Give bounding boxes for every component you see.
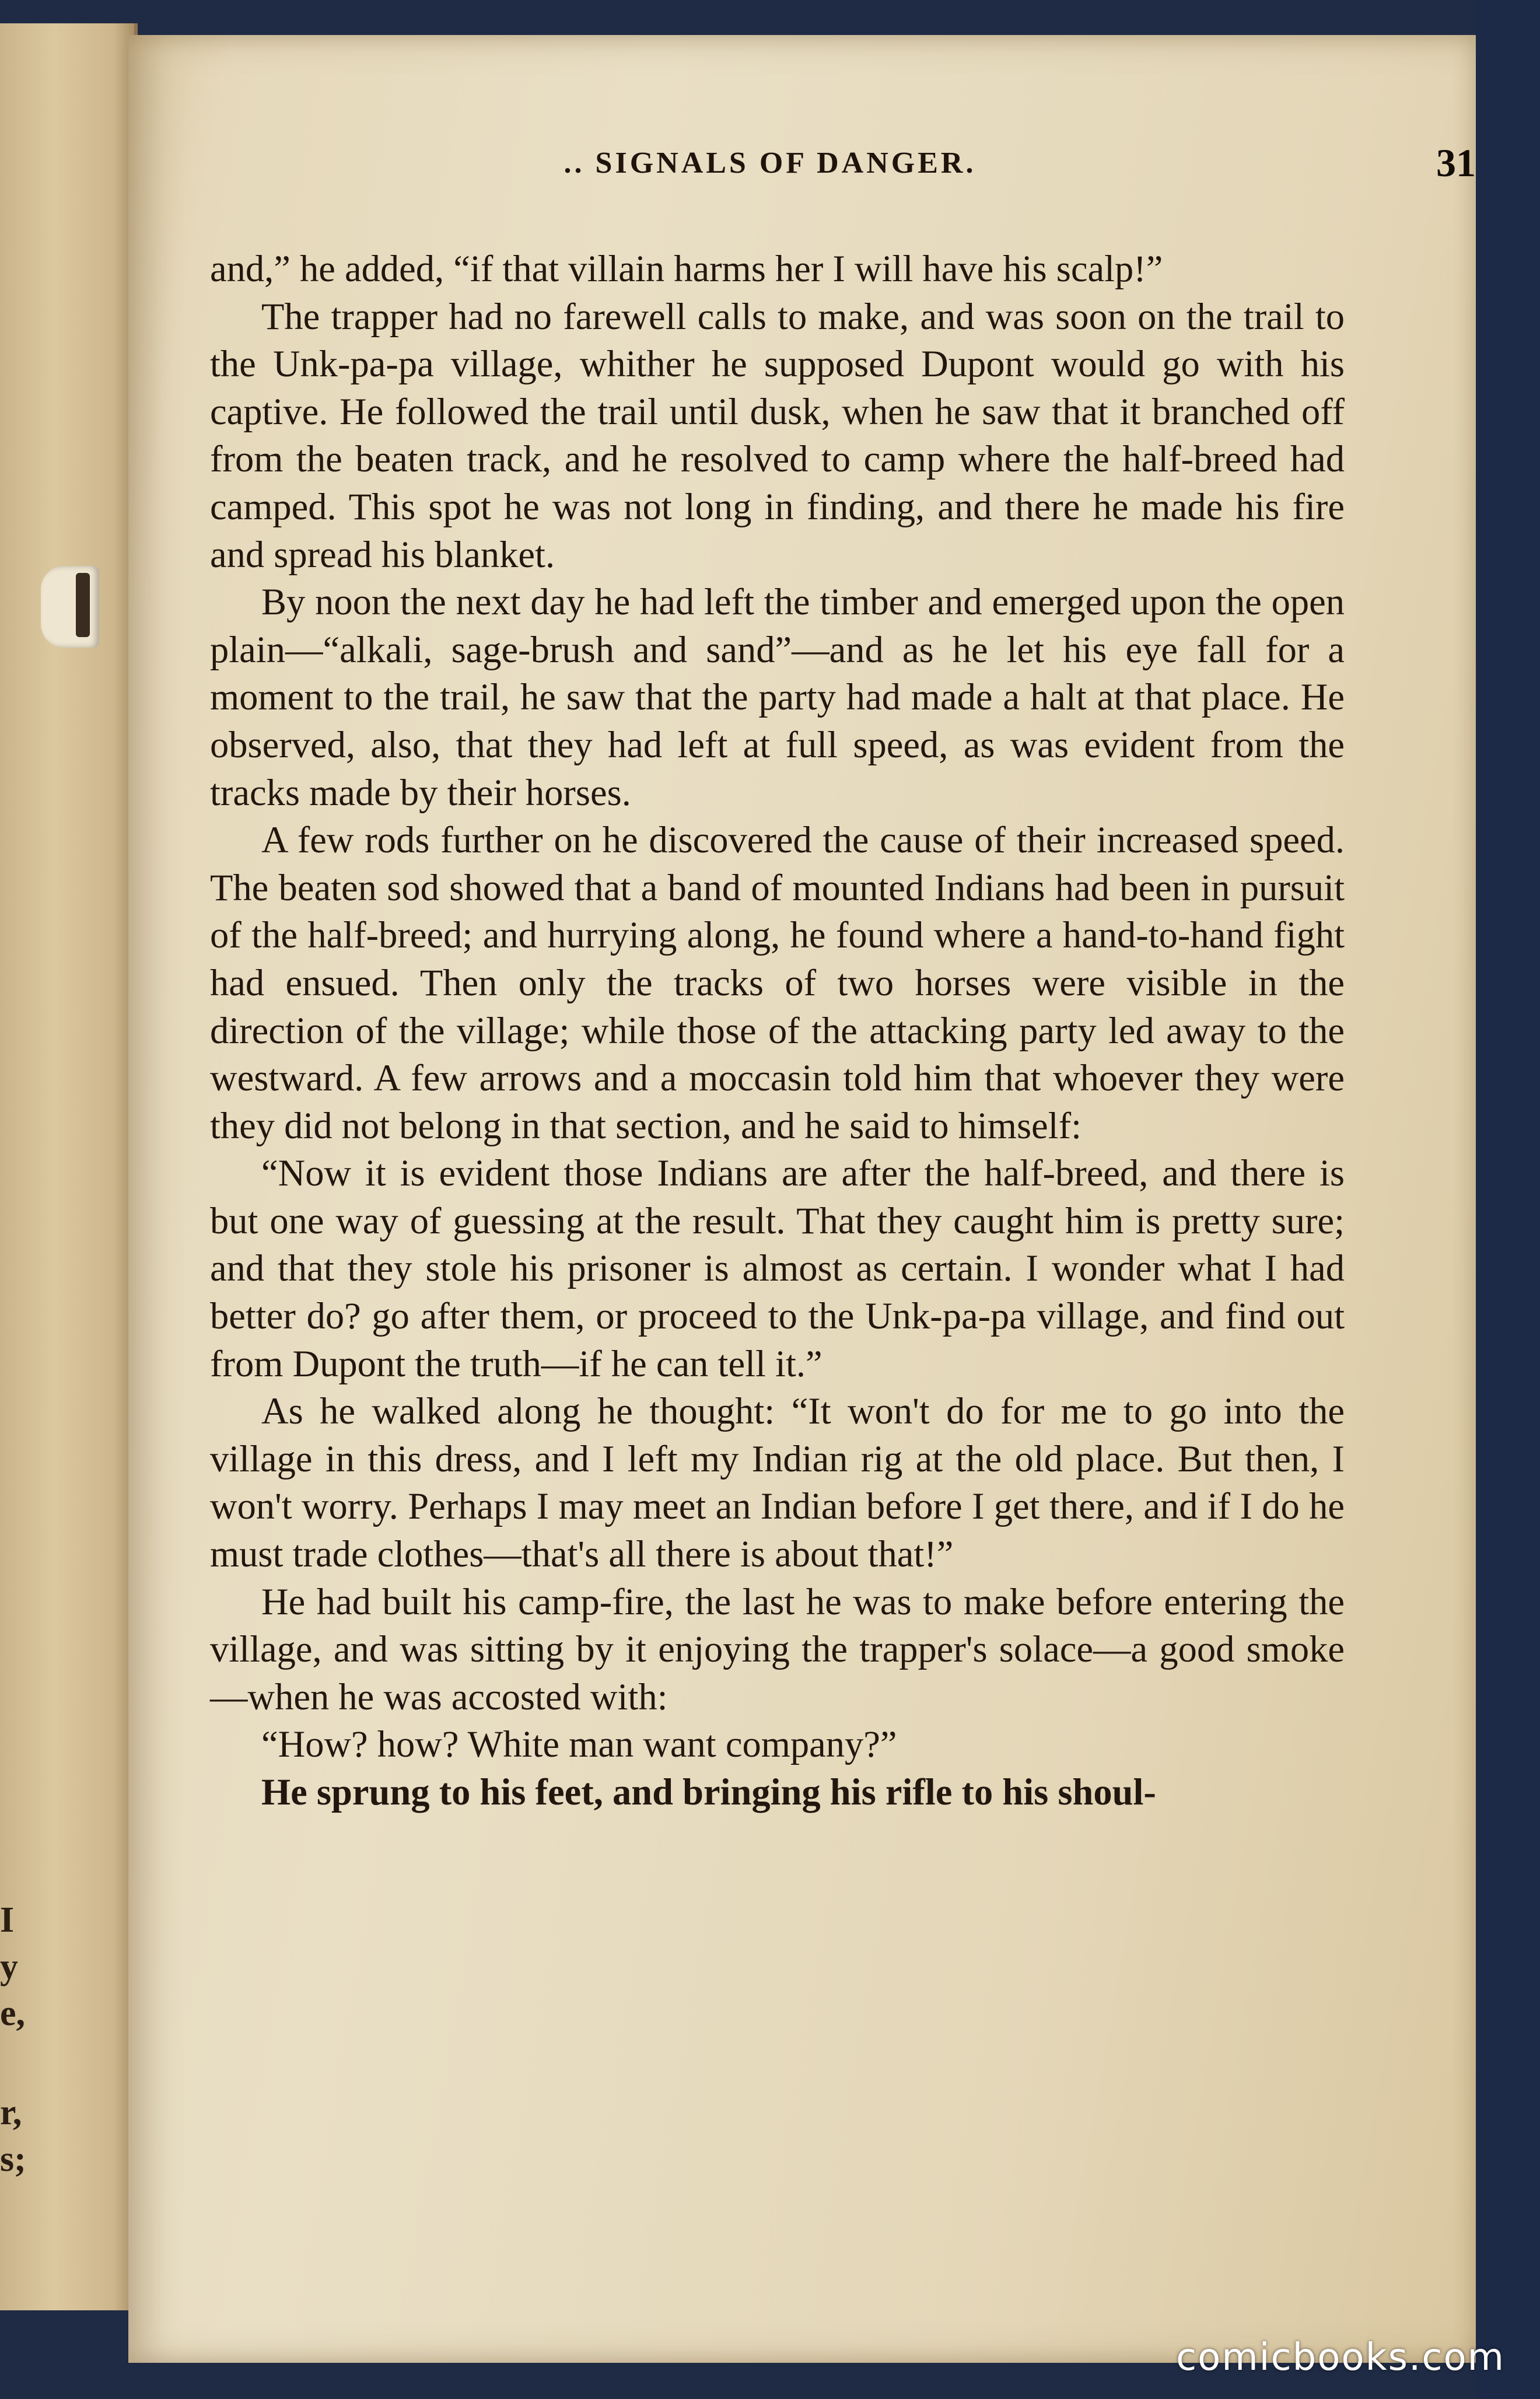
paragraph: He sprung to his feet, and bringing his rifle to his shoul- [261, 1771, 1156, 1813]
spine-binding [41, 566, 99, 648]
body-text [210, 245, 1345, 1816]
left-page-fragment: y [0, 1947, 18, 1987]
book-page [128, 35, 1476, 2363]
left-page-edge [0, 23, 138, 2310]
running-title: .. SIGNALS OF DANGER. [564, 146, 977, 180]
paragraph: “How? how? White man want company?” [261, 1723, 897, 1765]
left-page-fragment: e, [0, 1994, 26, 2033]
paragraph: “Now it is evident those Indians are after the half-breed, and there is but one way of guessing at the result. That they caught him is pretty sure; and that they stole his prisoner is almost as certain. I wonder what I had better do? go after them, or proceed to the Unk-pa-pa village, and find out from Dupont the truth—if he can tell it.” [210, 1152, 1345, 1384]
watermark: comicbooks.com [1175, 2336, 1505, 2379]
paragraph: and,” he added, “if that villain harms her I will have his scalp!” [210, 248, 1163, 289]
left-page-fragment: s; [0, 2139, 26, 2179]
left-page-fragment: r, [0, 2093, 22, 2132]
paragraph: He had built his camp-fire, the last he was to make before entering the village, and was sitting by it enjoying the trapper's solace—a good smoke—when he was accosted with: [210, 1580, 1345, 1718]
paragraph: By noon the next day he had left the timber and emerged upon the open plain—“alkali, sage-brush and sand”—and as he let his eye fall for a moment to the trail, he saw that the party had made a halt at that place. He observed, also, that they had left at full speed, as was evident from the tracks made by their horses. [210, 581, 1345, 813]
paragraph: As he walked along he thought: “It won't do for me to go into the village in this dress, and I left my Indian rig at the old place. But then, I won't worry. Perhaps I may meet an Indian before I get there, and if I do he must trade clothes—that's all there is about that!” [210, 1390, 1345, 1575]
page-header [216, 123, 1476, 187]
paragraph: A few rods further on he discovered the cause of their increased speed. The beaten sod showed that a band of mounted Indians had been in pursuit of the half-breed; and hurrying along, he found where a hand-to-hand fight had ensued. Then only the tracks of two horses were visible in the direction of the village; while those of the attacking party led away to the westward. A few arrows and a moccasin told him that whoever they were they did not belong in that section, and he said to himself: [210, 819, 1345, 1146]
background-edge [1476, 0, 1540, 2399]
page-number: 31 [1436, 141, 1476, 185]
left-page-fragment: I [0, 1900, 15, 1940]
paragraph: The trapper had no farewell calls to make, and was soon on the trail to the Unk-pa-pa village, whither he supposed Dupont would go with his captive. He followed the trail until dusk, when he saw that it branched off from the beaten track, and he resolved to camp where the half-breed had camped. This spot he was not long in finding, and there he made his fire and spread his blanket. [210, 295, 1345, 575]
